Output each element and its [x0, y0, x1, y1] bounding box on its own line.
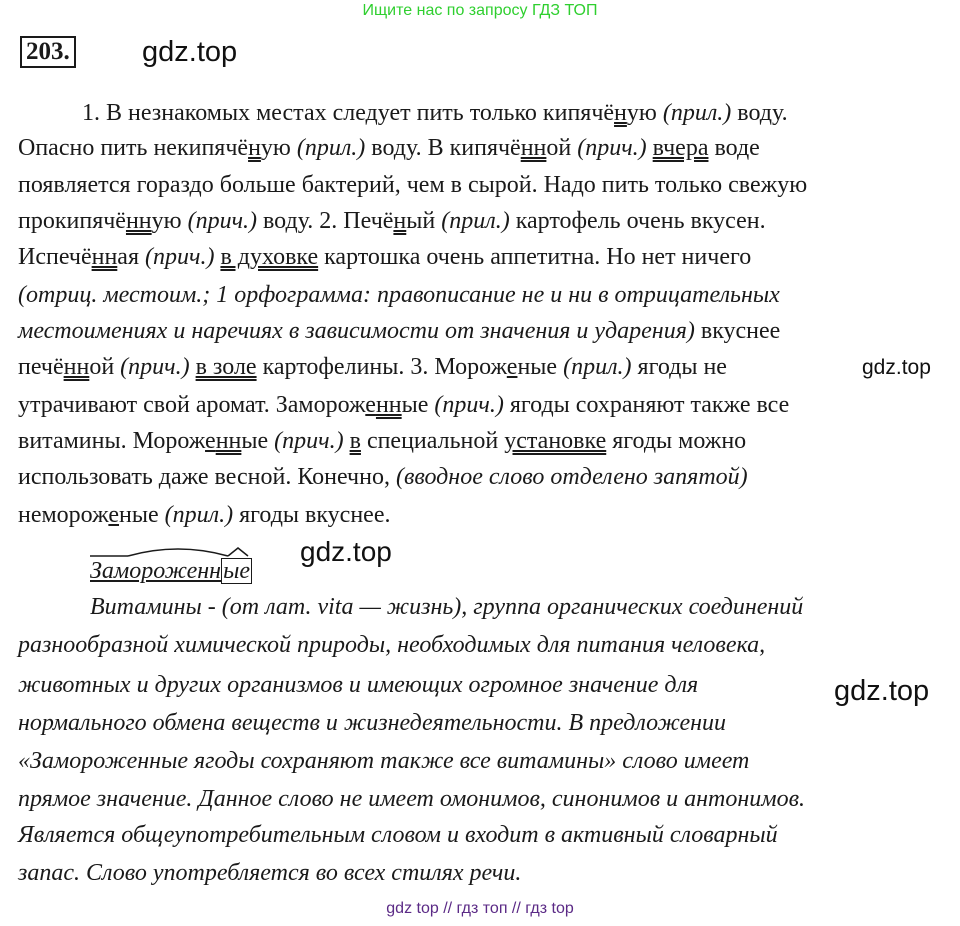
- text-segment: ягоды вкуснее.: [233, 502, 391, 528]
- marked-letters: е: [365, 392, 376, 418]
- paragraph-line: Является общеупотребительным словом и входит в активный словарный: [18, 822, 778, 848]
- annotation-text: (прич.): [120, 354, 190, 380]
- watermark: gdz.top: [834, 675, 930, 707]
- text-segment: ные: [119, 502, 165, 528]
- text-segment: неморож: [18, 502, 109, 528]
- watermark: gdz.top: [142, 36, 238, 68]
- text-segment: ные: [517, 354, 564, 380]
- marked-letters: е: [108, 502, 120, 528]
- marked-letters: е: [205, 428, 216, 454]
- text-segment: картошка очень аппетитна. Но нет ничего: [318, 244, 752, 270]
- text-segment: появляется гораздо больше бактерий, чем в сырой. Надо пить только свежую: [18, 172, 808, 198]
- watermark: gdz.top: [862, 356, 931, 379]
- text-segment: воду.: [731, 100, 788, 126]
- text-segment: ую: [151, 208, 188, 234]
- text-segment: ый: [406, 208, 442, 234]
- marked-letters: н: [614, 100, 627, 126]
- annotation-text: (прич.): [187, 208, 258, 234]
- annotation-text: (прил.): [164, 502, 234, 528]
- text-line: [18, 242, 751, 272]
- text-segment: Испечё: [18, 244, 92, 270]
- text-segment: картофелины. 3. Морож: [256, 354, 507, 380]
- marked-letters: нн: [375, 392, 402, 418]
- footer-links: gdz top // гдз топ // гдз top: [386, 900, 574, 917]
- text-segment: ые: [241, 428, 275, 454]
- exercise-number: 203.: [20, 36, 76, 68]
- text-segment: ой: [89, 354, 121, 380]
- marked-letters: е: [506, 354, 518, 380]
- text-segment: ая: [117, 244, 145, 270]
- marked-letters: н: [248, 135, 261, 161]
- paragraph-line: запас. Слово употребляется во всех стилях речи.: [18, 860, 522, 886]
- text-line: [82, 98, 788, 128]
- word-ending: ые: [223, 558, 250, 584]
- text-segment: картофель очень вкусен.: [509, 208, 766, 234]
- annotation-text: (вводное слово отделено запятой): [395, 464, 748, 490]
- paragraph-line: разнообразной химической природы, необходимых для питания человека,: [18, 632, 766, 658]
- text-segment: специальной: [360, 428, 505, 454]
- text-segment: печё: [18, 354, 64, 380]
- text-line: [18, 170, 807, 200]
- marked-letters: нн: [63, 354, 90, 380]
- text-segment: воде: [708, 135, 760, 161]
- paragraph-line: нормального обмена веществ и жизнедеятельности. В предложении: [18, 710, 727, 736]
- word-stem: Замороженн: [90, 558, 222, 584]
- text-segment: ягоды не: [631, 354, 727, 380]
- annotation-text: (прил.): [563, 354, 632, 380]
- text-segment: ую: [260, 135, 297, 161]
- paragraph-line: Витамины - (от лат. vita — жизнь), группа органических соединений: [90, 594, 804, 620]
- text-segment: воду. В кипячё: [365, 135, 521, 161]
- text-segment: воду. 2. Печё: [257, 208, 394, 234]
- text-segment: вкуснее: [694, 318, 781, 344]
- paragraph-line: прямое значение. Данное слово не имеет омонимов, синонимов и антонимов.: [18, 786, 805, 812]
- text-segment: прокипячё: [18, 208, 126, 234]
- paragraph-line: животных и других организмов и имеющих огромное значение для: [18, 672, 699, 698]
- marked-letters: нн: [91, 244, 118, 270]
- text-line: [18, 206, 766, 236]
- annotation-text: (прил.): [662, 100, 732, 126]
- text-segment: ую: [626, 100, 663, 126]
- text-line: [18, 500, 390, 530]
- annotation-text: (прич.): [577, 135, 647, 161]
- search-banner: Ищите нас по запросу ГДЗ ТОП: [362, 2, 598, 19]
- annotation-text: (прич.): [274, 428, 344, 454]
- marked-letters: н: [393, 208, 407, 234]
- text-segment: Опасно пить некипячё: [18, 135, 249, 161]
- annotation-text: (прич.): [145, 244, 215, 270]
- text-segment: использовать даже весной. Конечно,: [18, 464, 396, 490]
- text-line: [18, 133, 760, 163]
- watermark: gdz.top: [300, 536, 392, 567]
- annotation-text: (прич.): [434, 392, 504, 418]
- text-segment: ягоды сохраняют также все: [503, 392, 790, 418]
- text-line: [18, 280, 780, 310]
- marked-letters: нн: [125, 208, 152, 234]
- marked-letters: в золе: [195, 354, 257, 380]
- marked-letters: установке: [504, 428, 607, 454]
- text-segment: 1. В незнакомых местах следует пить только кипячё: [82, 100, 615, 126]
- text-line: [18, 462, 748, 492]
- text-line: [18, 316, 780, 346]
- annotation-text: (прил.): [441, 208, 510, 234]
- marked-letters: в духовке: [220, 244, 319, 270]
- text-line: [18, 426, 746, 456]
- word-morpheme-parse: [90, 556, 252, 586]
- text-segment: утрачивают свой аромат. Заморож: [18, 392, 366, 418]
- root-arc-icon: [90, 544, 270, 560]
- annotation-text: местоимениях и наречиях в зависимости от значения и ударения): [18, 318, 695, 344]
- marked-letters: в: [349, 428, 361, 454]
- text-segment: ой: [546, 135, 578, 161]
- marked-letters: нн: [520, 135, 547, 161]
- text-line: [18, 390, 789, 420]
- text-segment: ые: [401, 392, 435, 418]
- annotation-text: (отриц. местоим.; 1 орфограмма: правописание не и ни в отрицательных: [18, 282, 780, 308]
- text-line: [18, 352, 727, 382]
- marked-letters: вчера: [652, 135, 709, 161]
- paragraph-line: «Замороженные ягоды сохраняют также все витамины» слово имеет: [18, 748, 750, 774]
- annotation-text: (прил.): [296, 135, 366, 161]
- marked-letters: нн: [215, 428, 242, 454]
- text-segment: ягоды можно: [606, 428, 747, 454]
- text-segment: витамины. Морож: [18, 428, 206, 454]
